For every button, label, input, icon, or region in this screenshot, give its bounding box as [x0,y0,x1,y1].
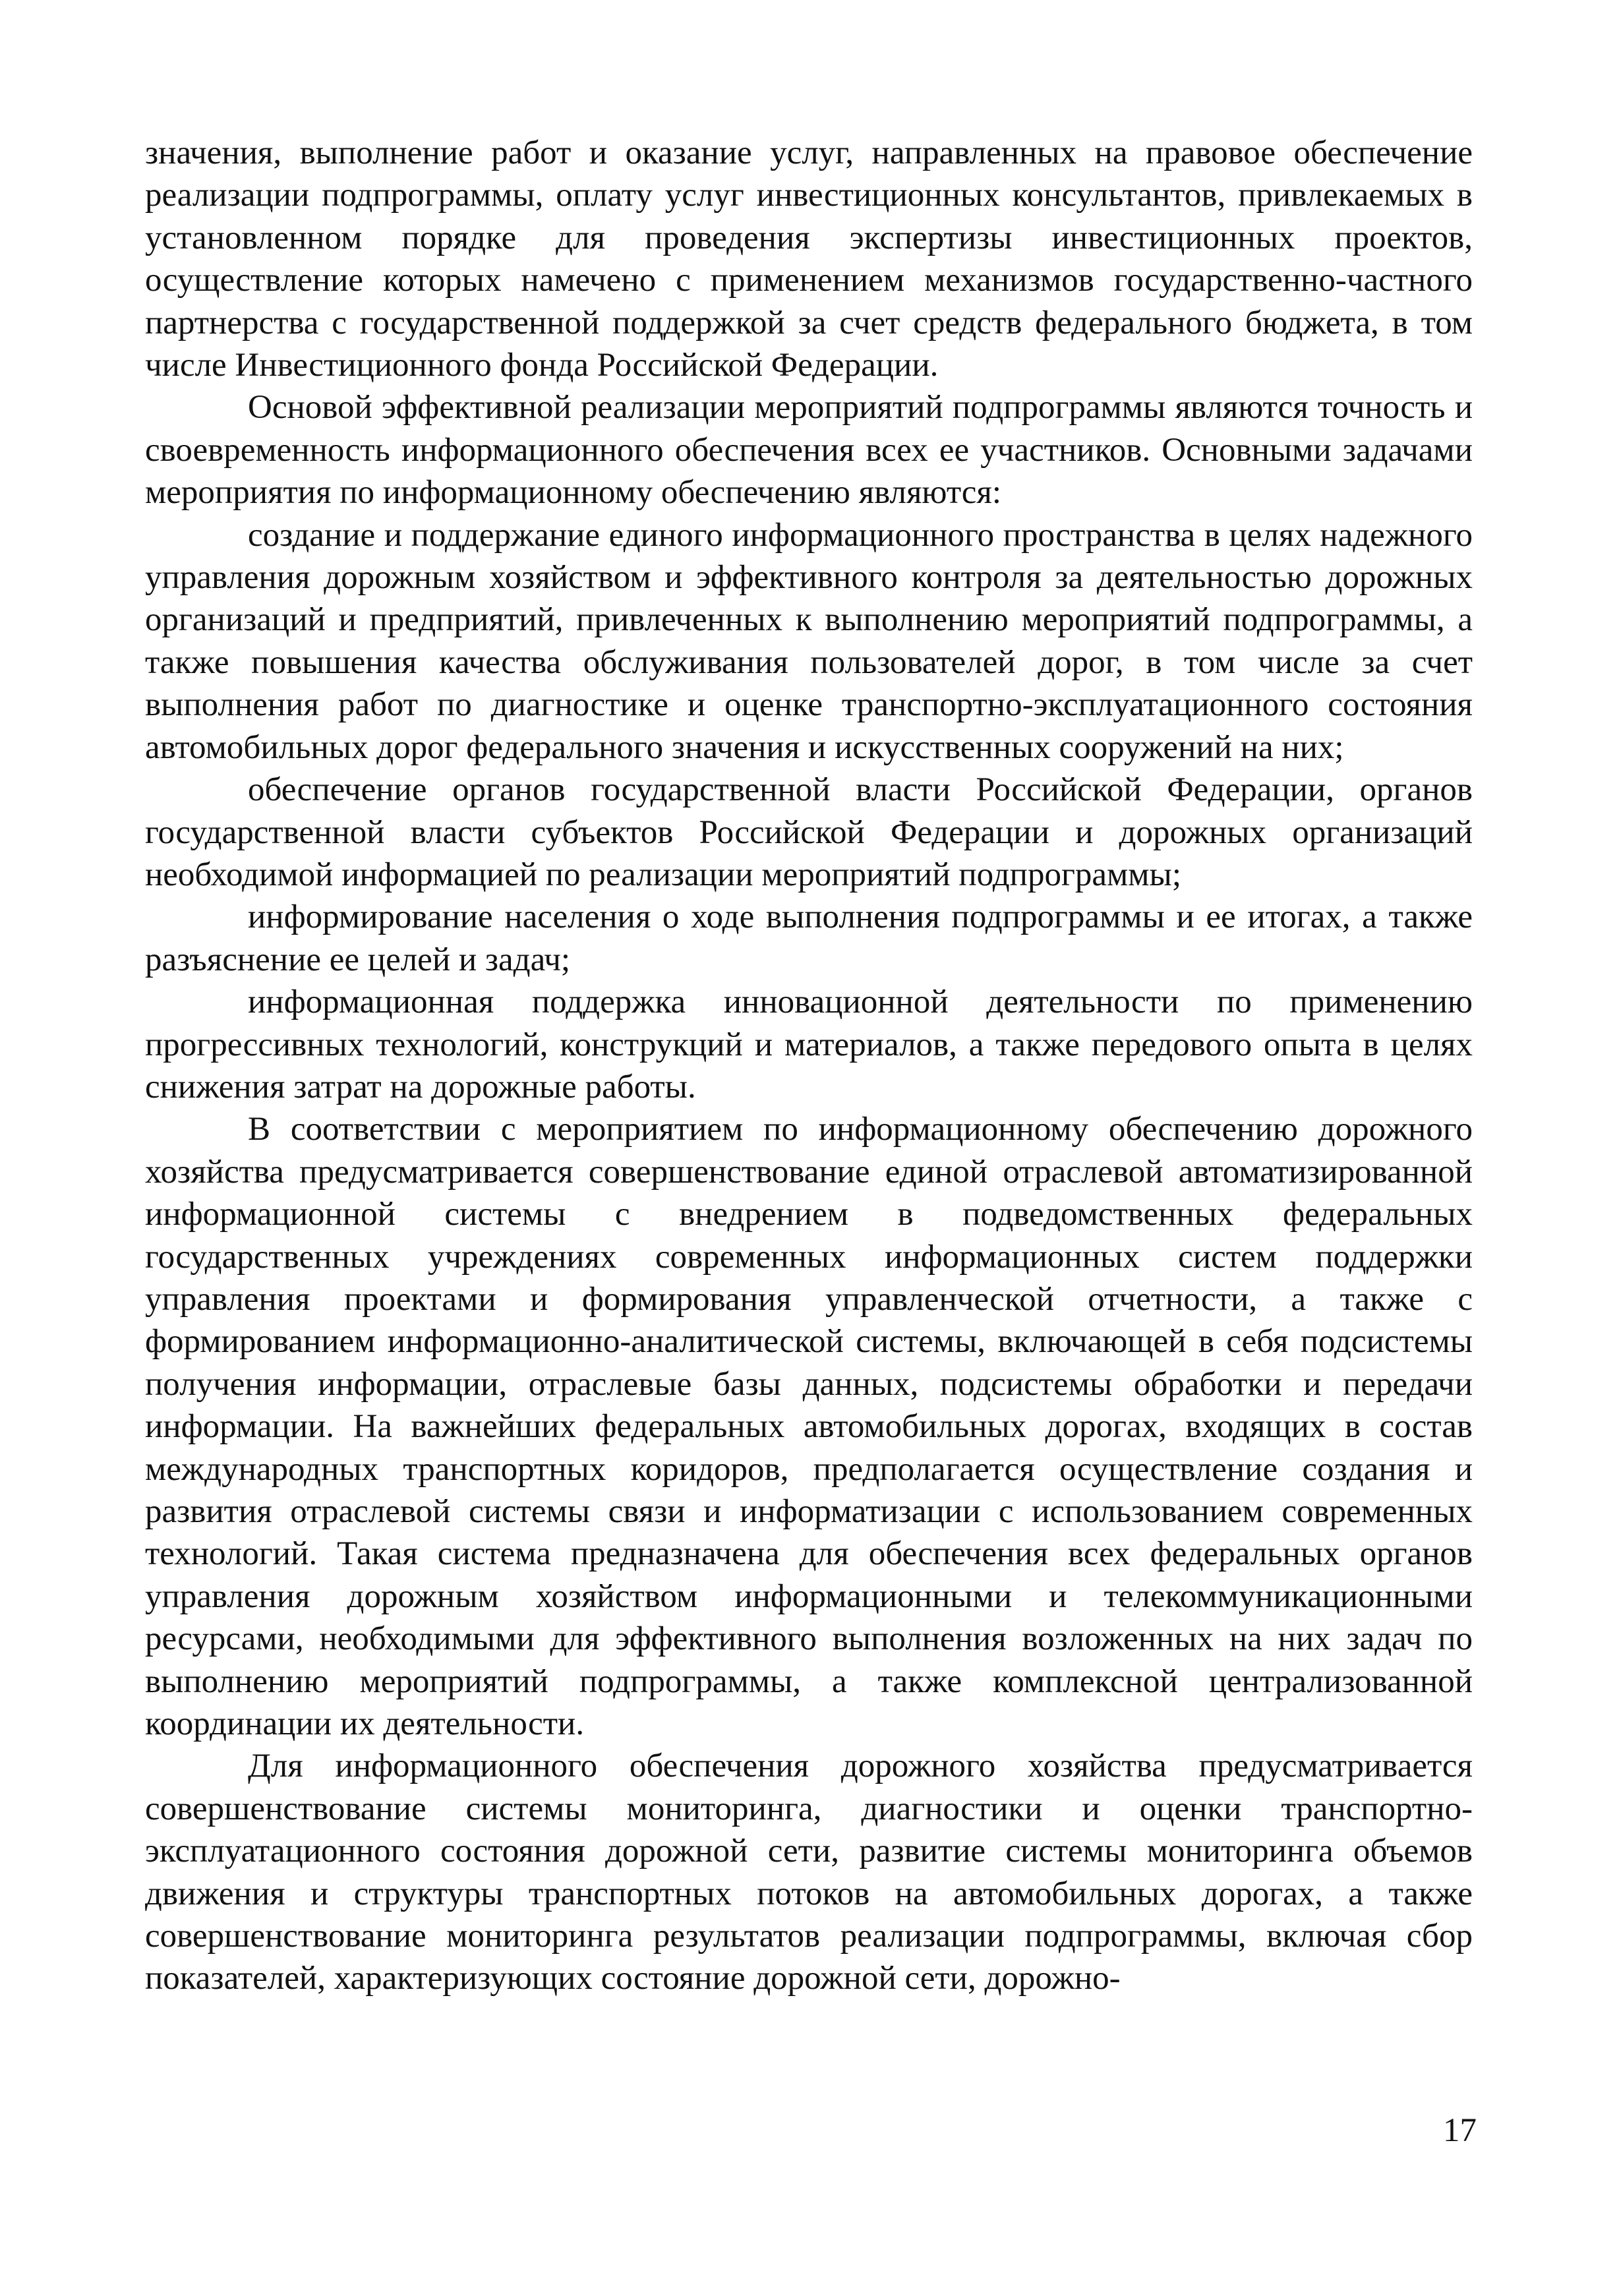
document-body [145,132,1473,2000]
paragraph-1: значения, выполнение работ и оказание услуг, направленных на правовое обеспечение реализации подпрограммы, оплату услуг инвестиционных консультантов, привлекаемых в установленном порядке для проведения экспертизы инвестиционных проектов, осуществление которых намечено с применением механизмов государственно-частного партнерства с государственной поддержкой за счет средств федерального бюджета, в том числе Инвестиционного фонда Российской Федерации. [145,134,1473,384]
paragraph-2: Основой эффективной реализации мероприятий подпрограммы являются точность и своевременность информационного обеспечения всех ее участников. Основными задачами мероприятия по информационному обеспечению являются: [145,389,1473,512]
page-number: 17 [1443,2112,1477,2149]
paragraph-3: создание и поддержание единого информационного пространства в целях надежного управления дорожным хозяйством и эффективного контроля за деятельностью дорожных организаций и предприятий, привлеченных к выполнению мероприятий подпрограммы, а также повышения качества обслуживания пользователей дорог, в том числе за счет выполнения работ по диагностике и оценке транспортно-эксплуатационного состояния автомобильных дорог федерального значения и искусственных сооружений на них; [145,516,1473,766]
paragraph-7: В соответствии с мероприятием по информационному обеспечению дорожного хозяйства предусматривается совершенствование единой отраслевой автоматизированной информационной системы с внедрением в подведомственных федеральных государственных учреждениях современных информационных систем поддержки управления проектами и формирования управленческой отчетности, а также с формированием информационно-аналитической системы, включающей в себя подсистемы получения информации, отраслевые базы данных, подсистемы обработки и передачи информации. На важнейших федеральных автомобильных дорогах, входящих в состав международных транспортных коридоров, предполагается осуществление создания и развития отраслевой системы связи и информатизации с использованием современных технологий. Такая система предназначена для обеспечения всех федеральных органов управления дорожным хозяйством информационными и телекоммуникационными ресурсами, необходимыми для эффективного выполнения возложенных на них задач по выполнению мероприятий подпрограммы, а также комплексной централизованной координации их деятельности. [145,1111,1473,1743]
paragraph-8: Для информационного обеспечения дорожного хозяйства предусматривается совершенствование системы мониторинга, диагностики и оценки транспортно-эксплуатационного состояния дорожной сети, развитие системы мониторинга объемов движения и структуры транспортных потоков на автомобильных дорогах, а также совершенствование мониторинга результатов реализации подпрограммы, включая сбор показателей, характеризующих состояние дорожной сети, дорожно- [145,1748,1473,1997]
paragraph-4: обеспечение органов государственной власти Российской Федерации, органов государственной власти субъектов Российской Федерации и дорожных организаций необходимой информацией по реализации мероприятий подпрограммы; [145,771,1473,893]
paragraph-5: информирование населения о ходе выполнения подпрограммы и ее итогах, а также разъяснение ее целей и задач; [145,898,1473,978]
paragraph-6: информационная поддержка инновационной деятельности по применению прогрессивных технологий, конструкций и материалов, а также передового опыта в целях снижения затрат на дорожные работы. [145,984,1473,1105]
